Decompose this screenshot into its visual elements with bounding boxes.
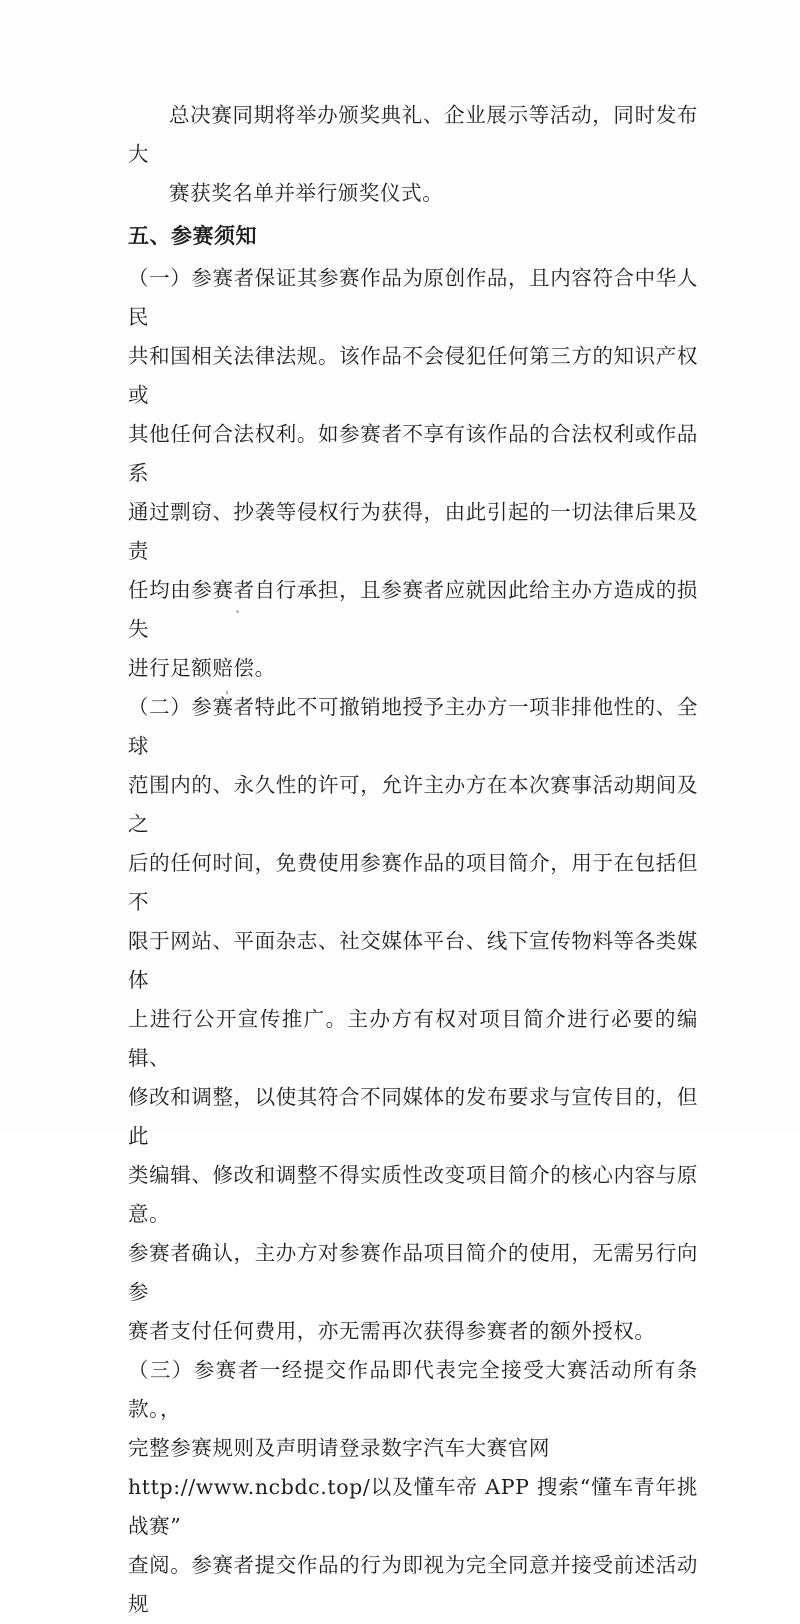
paragraph-line: 查阅。参赛者提交作品的行为即视为完全同意并接受前述活动规 <box>128 1553 698 1616</box>
paragraph-line: 任均由参赛者自行承担，且参赛者应就因此给主办方造成的损失 <box>128 578 698 641</box>
paragraph-line: 类编辑、修改和调整不得实质性改变项目简介的核心内容与原意。 <box>128 1163 698 1226</box>
paragraph-line: 赛者支付任何费用，亦无需再次获得参赛者的额外授权。 <box>128 1319 656 1343</box>
clause-2 <box>128 688 698 1351</box>
clause-1 <box>128 259 698 688</box>
paragraph-line: 上进行公开宣传推广。主办方有权对项目简介进行必要的编辑、 <box>128 1007 698 1070</box>
clause-3 <box>128 1351 698 1624</box>
paragraph-line: 进行足额赔偿。 <box>128 656 276 680</box>
scan-speck <box>236 610 239 613</box>
document-body <box>128 96 698 1624</box>
scan-speck <box>226 690 228 695</box>
paragraph-line: 修改和调整，以使其符合不同媒体的发布要求与宣传目的，但此 <box>128 1085 698 1148</box>
paragraph-line: http://www.ncbdc.top/以及懂车帝 APP 搜索“懂车青年挑战赛” <box>128 1475 698 1538</box>
paragraph-line: 赛获奖名单并举行颁奖仪式。 <box>169 181 444 205</box>
paragraph-line: 总决赛同期将举办颁奖典礼、企业展示等活动，同时发布大 <box>128 103 698 166</box>
paragraph-line: 其他任何合法权利。如参赛者不享有该作品的合法权利或作品系 <box>128 422 698 485</box>
paragraph-line: 后的任何时间，免费使用参赛作品的项目简介，用于在包括但不 <box>128 851 698 914</box>
paragraph-line: 参赛者确认，主办方对参赛作品项目简介的使用，无需另行向参 <box>128 1241 698 1304</box>
section-heading: 五、参赛须知 <box>128 224 257 248</box>
paragraph-line: 通过剽窃、抄袭等侵权行为获得，由此引起的一切法律后果及责 <box>128 500 698 563</box>
paragraph-line: （二）参赛者特此不可撤销地授予主办方一项非排他性的、全球 <box>128 695 698 758</box>
paragraph-line: 共和国相关法律法规。该作品不会侵犯任何第三方的知识产权或 <box>128 344 698 407</box>
paragraph-line: （三）参赛者一经提交作品即代表完全接受大赛活动所有条款。， <box>128 1358 698 1421</box>
paragraph-line: 范围内的、永久性的许可，允许主办方在本次赛事活动期间及之 <box>128 773 698 836</box>
paragraph-line: （一）参赛者保证其参赛作品为原创作品，且内容符合中华人民 <box>128 266 698 329</box>
paragraph-line: 完整参赛规则及声明请登录数字汽车大赛官网 <box>128 1436 550 1460</box>
closing-paragraph <box>128 96 698 213</box>
paragraph-line: 限于网站、平面杂志、社交媒体平台、线下宣传物料等各类媒体 <box>128 929 698 992</box>
